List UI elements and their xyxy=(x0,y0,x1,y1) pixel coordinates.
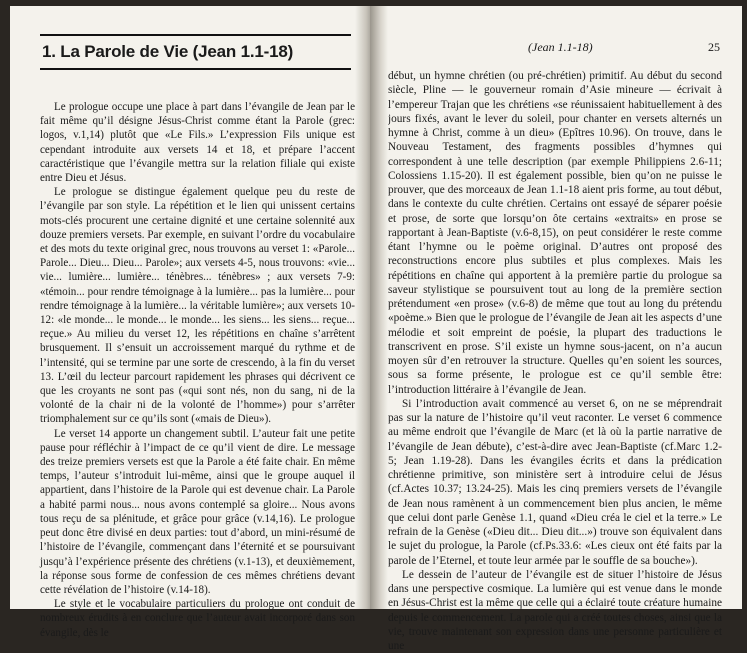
right-page xyxy=(370,6,742,652)
paragraph: Le prologue se distingue également quelque peu du reste de l’évangile par son style. La répétition et le lien qui unissent certains mots-clés procurent une certaine dignité et une certaine solennité aux douze premiers versets. Par exemple, en suivant l’ordre du vocabulaire et des mots du texte original grec, nous trouvons au verset 1: «Parole... Parole... Dieu... Dieu... Parole»; aux versets 4-5, nous trouvons: «vie... vie... lumière... lumière... ténèbres... ténèbres» ; aux versets 7-9: «témoin... pour rendre témoignage à la lumière... pas la lumière... pour rendre témoignage à la lumière... la véritable lumière»; aux versets 10-12: «le monde... le monde... le monde... les siens... les siens... reçue... reçue.» Au milieu du verset 12, les répétitions en chaîne s’arrêtent brusquement. Il s’ensuit un accroissement marqué du rythme et de l’intensité, qui se termine par une sorte de crescendo, à la fin du verset 13. L’œil du lecteur parcourt rapidement les phrases qui décrivent ce que les croyants ne sont pas («qui sont nés, non du sang, ni de la volonté de la chair ni de la volonté de l’homme») pour s’arrêter triomphalement sur ce qu’ils sont («mais de Dieu»). xyxy=(40,186,355,426)
paragraph: Le dessein de l’auteur de l’évangile est de situer l’histoire de Jésus dans une perspective cosmique. La lumière qui est venue dans le monde en Jésus-Christ est la même que celle qui a éclairé toute créature humaine depuis le commencement. La parole qui a créé toutes choses, ainsi que la vie, trouve maintenant son expression dans une personne particulière et une xyxy=(388,568,722,652)
paragraph: Le verset 14 apporte un changement subtil. L’auteur fait une petite pause pour réfléchir à l’impact de ce qu’il vient de dire. Le message des treize premiers versets est que la Parole a été faite chair. En même temps, l’auteur s’introduit lui-même, ainsi que le groupe auquel il appartient, dans l’histoire de la Parole qui est devenue chair. La Parole a habité parmi nous... nous avons contemplé sa gloire... Nous avons tous reçu de sa plénitude, et grâce pour grâce (v.14,16). Le prologue peut donc être divisé en deux parties: tout d’abord, un mini-résumé de l’histoire de l’évangile, commençant dans l’éternité et se poursuivant jusqu’à l’expérience présente des chrétiens (v.1-13), et deuxièmement, la réponse sous forme de confession de ces mêmes chrétiens devant cette révélation de l’histoire (v.14-18). xyxy=(40,427,355,596)
book-gutter-right xyxy=(370,6,388,609)
left-page xyxy=(10,6,365,639)
left-page-body xyxy=(40,100,355,640)
paragraph: Le style et le vocabulaire particuliers du prologue ont conduit de nombreux érudits à en conclure que l’auteur avait incorporé dans son évangile, dès le xyxy=(40,598,355,639)
running-head xyxy=(388,40,722,55)
running-head-title: (Jean 1.1-18) xyxy=(528,40,593,54)
paragraph: Si l’introduction avait commencé au verset 6, on ne se méprendrait pas sur la nature de l’histoire qu’il veut raconter. Le verset 6 commence au même endroit que l’évangile de Marc (et là où la partie narrative de l’évangile de Jean débute), c’est-à-dire avec Jean-Baptiste (cf.Marc 1.2-5; Jean 1.19-28). Dans les évangiles écrits et dans la prédication chrétienne primitive, son ministère sert à introduire celui de Jésus (cf.Actes 10.37; 13.24-25). Mais les cinq premiers versets de l’évangile de Jean nous ramènent à un commencement bien plus ancien, le même que celui dont parle Genèse 1.1, quand «Dieu créa le ciel et la terre.» Le refrain de la Genèse («Dieu dit... Dieu dit...») trouve son équivalent dans le sujet du prologue, la Parole (cf.Ps.33.6: «Les cieux ont été faits par la parole de l’Eternel, et toute leur armée par le souffle de sa bouche»). xyxy=(388,397,722,567)
right-page-body xyxy=(388,69,722,653)
page-number: 25 xyxy=(708,40,720,54)
paragraph: début, un hymne chrétien (ou pré-chrétien) primitif. Au début du second siècle, Pline — le gouverneur romain d’Asie mineure — écrivait à l’empereur Trajan que les chrétiens «se réunissaient habituellement à des jours fixés, avant le lever du soleil, pour chanter en versets alternés un hymne à Christ, comme à un dieu» (Epîtres 10.96). On trouve, dans le Nouveau Testament, des fragments possibles d’hymnes qui correspondent à une telle description (par exemple Philippiens 2.6-11; Colossiens 1.15-20). Il est également possible, bien qu’on ne puisse le prouver, que des morceaux de Jean 1.1-18 aient pris forme, au tout début, dans le contexte du culte chrétien. Certains ont essayé de séparer poésie et prose, de sorte que lorsqu’on ôte certains «extraits» en prose se rapportant à Jean-Baptiste (v.6-8,15), on peut considérer le reste comme étant l’hymne ou le poème original. D’autres ont proposé des reconstructions encore plus subtiles et plus complexes. Mais les répétitions en chaîne qui apportent à la première partie du prologue sa saveur stylistique se poursuivent tout au long de la première section prétendument «en prose» (v.6-8) de même que tout au long du prétendu «poème.» Bien que le prologue de l’évangile de Jean ait les aspects d’une mélodie et soit empreint de poésie, la plupart des traductions le transcrivent en prose. S’il existe un hymne sous-jacent, on n’a aucun moyen sûr d’en retrouver la structure. Quelles qu’en soient les sources, sous sa forme présente, le prologue est ce qu’il semble être: l’introduction littéraire à l’évangile de Jean. xyxy=(388,70,722,396)
chapter-heading: 1. La Parole de Vie (Jean 1.1-18) xyxy=(40,34,351,70)
paragraph: Le prologue occupe une place à part dans l’évangile de Jean par le fait même qu’il désigne Jésus-Christ comme étant la Parole (grec: logos, v.1,14) plutôt que «Le Fils.» L’expression Fils unique est cependant introduite aux versets 14 et 18, et prépare l’accent caractéristique que l’évangile mettra sur la relation filiale qui existe entre Dieu et Jésus. xyxy=(40,101,355,185)
